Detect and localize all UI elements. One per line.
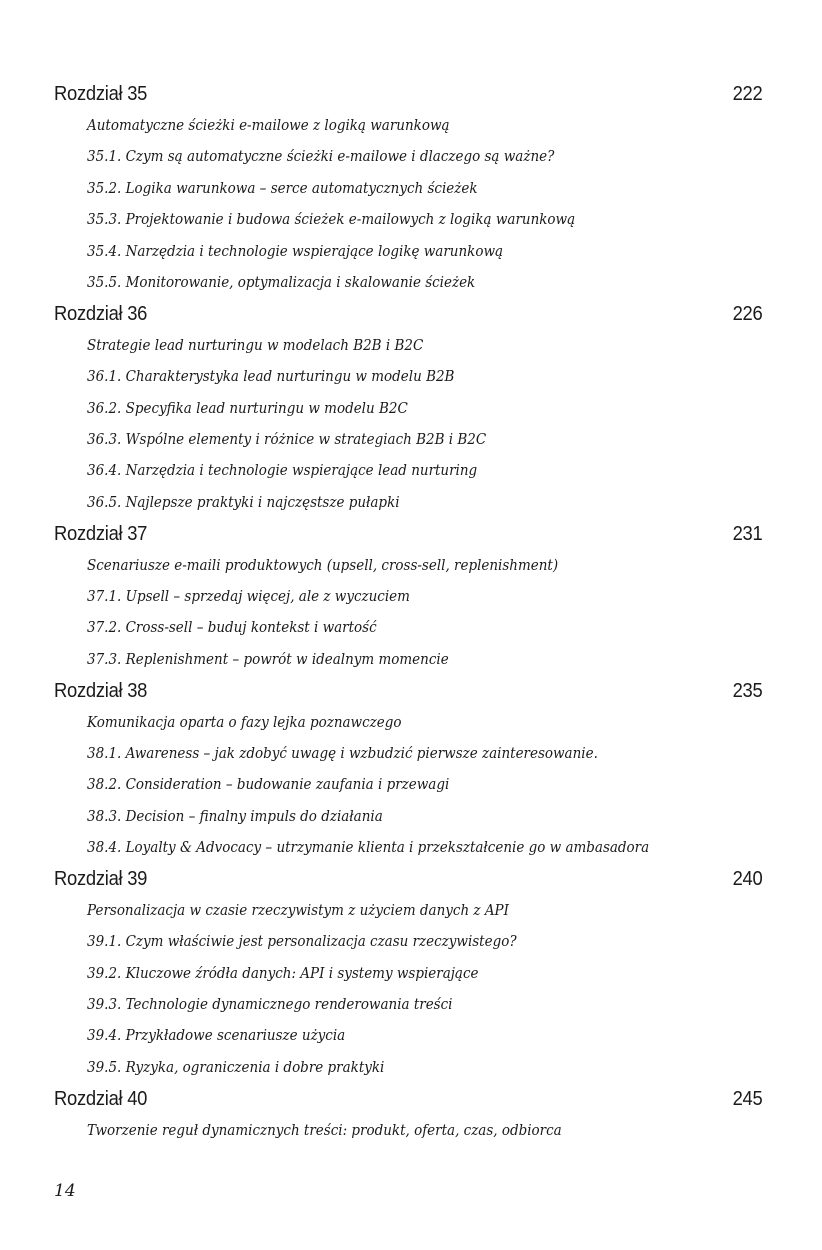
toc-entry[interactable] xyxy=(54,832,762,863)
chapter-page-number: 240 xyxy=(732,867,762,890)
toc-entry-text: 38.1. Awareness – jak zdobyć uwagę i wzbudzić pierwsze zainteresowanie. xyxy=(87,745,598,762)
chapter-label: Rozdział 38 xyxy=(54,679,148,702)
chapter-page-number: 222 xyxy=(732,83,762,106)
toc-entry-text: Automatyczne ścieżki e-mailowe z logiką warunkową xyxy=(87,118,450,135)
table-of-contents xyxy=(54,79,762,1146)
toc-entry-text: 35.3. Projektowanie i budowa ścieżek e-mailowych z logiką warunkową xyxy=(87,212,576,229)
toc-entry-text: 38.2. Consideration – budowanie zaufania i przewagi xyxy=(87,777,450,794)
toc-entry-text: 38.4. Loyalty & Advocacy – utrzymanie klienta i przekształcenie go w ambasadora xyxy=(87,840,650,857)
toc-entry[interactable] xyxy=(54,205,762,236)
toc-entry-text: Personalizacja w czasie rzeczywistym z użyciem danych z API xyxy=(87,902,509,919)
chapter-label: Rozdział 40 xyxy=(54,1087,148,1110)
chapter-page-number: 245 xyxy=(732,1087,762,1110)
chapter-heading[interactable] xyxy=(54,675,762,706)
toc-entry[interactable] xyxy=(54,456,762,487)
toc-entry-text: 37.2. Cross-sell – buduj kontekst i wartość xyxy=(87,620,377,637)
chapter-page-number: 231 xyxy=(732,522,762,545)
toc-entry[interactable] xyxy=(54,644,762,675)
toc-entry-text: 36.2. Specyfika lead nurturingu w modelu B2C xyxy=(87,400,408,417)
toc-entry[interactable] xyxy=(54,267,762,298)
toc-entry-text: 35.2. Logika warunkowa – serce automatycznych ścieżek xyxy=(87,180,478,197)
chapter-label: Rozdział 36 xyxy=(54,302,148,325)
toc-entry-text: 38.3. Decision – finalny impuls do działania xyxy=(87,808,383,825)
toc-entry[interactable] xyxy=(54,801,762,832)
toc-entry-text: 39.5. Ryzyka, ograniczenia i dobre praktyki xyxy=(87,1059,385,1076)
toc-entry-text: 37.3. Replenishment – powrót w idealnym momencie xyxy=(87,651,449,668)
toc-entry[interactable] xyxy=(54,1115,762,1146)
toc-entry[interactable] xyxy=(54,770,762,801)
toc-entry-text: 36.1. Charakterystyka lead nurturingu w modelu B2B xyxy=(87,369,455,386)
toc-entry-text: 35.1. Czym są automatyczne ścieżki e-mailowe i dlaczego są ważne? xyxy=(87,149,555,166)
chapter-heading[interactable] xyxy=(54,1084,762,1115)
toc-entry[interactable] xyxy=(54,424,762,455)
toc-entry[interactable] xyxy=(54,989,762,1020)
chapter-heading[interactable] xyxy=(54,864,762,895)
chapter-page-number: 235 xyxy=(732,679,762,702)
toc-entry-text: 39.4. Przykładowe scenariusze użycia xyxy=(87,1028,346,1045)
toc-entry[interactable] xyxy=(54,958,762,989)
chapter-heading[interactable] xyxy=(54,79,762,110)
chapter-heading[interactable] xyxy=(54,518,762,549)
toc-entry-text: 36.4. Narzędzia i technologie wspierające lead nurturing xyxy=(87,463,478,480)
page-number-footer: 14 xyxy=(54,1181,76,1201)
toc-entry-text: 39.3. Technologie dynamicznego renderowania treści xyxy=(87,997,453,1014)
toc-entry-text: 35.5. Monitorowanie, optymalizacja i skalowanie ścieżek xyxy=(87,275,476,292)
toc-entry[interactable] xyxy=(54,550,762,581)
toc-entry[interactable] xyxy=(54,142,762,173)
toc-entry[interactable] xyxy=(54,707,762,738)
toc-entry[interactable] xyxy=(54,236,762,267)
toc-entry[interactable] xyxy=(54,1021,762,1052)
toc-entry-text: Scenariusze e-maili produktowych (upsell, cross-sell, replenishment) xyxy=(87,557,559,574)
toc-entry-text: 35.4. Narzędzia i technologie wspierające logikę warunkową xyxy=(87,243,504,260)
toc-entry[interactable] xyxy=(54,330,762,361)
toc-entry[interactable] xyxy=(54,1052,762,1083)
toc-entry-text: 36.5. Najlepsze praktyki i najczęstsze pułapki xyxy=(87,494,400,511)
toc-entry[interactable] xyxy=(54,110,762,141)
toc-entry-text: 39.2. Kluczowe źródła danych: API i systemy wspierające xyxy=(87,965,479,982)
toc-entry[interactable] xyxy=(54,738,762,769)
chapter-label: Rozdział 39 xyxy=(54,867,148,890)
chapter-heading[interactable] xyxy=(54,299,762,330)
chapter-label: Rozdział 35 xyxy=(54,83,148,106)
toc-entry-text: Strategie lead nurturingu w modelach B2B i B2C xyxy=(87,337,424,354)
toc-entry-text: 36.3. Wspólne elementy i różnice w strategiach B2B i B2C xyxy=(87,431,487,448)
toc-entry[interactable] xyxy=(54,173,762,204)
chapter-page-number: 226 xyxy=(732,302,762,325)
chapter-label: Rozdział 37 xyxy=(54,522,148,545)
toc-entry-text: Tworzenie reguł dynamicznych treści: produkt, oferta, czas, odbiorca xyxy=(87,1122,562,1139)
toc-entry[interactable] xyxy=(54,362,762,393)
toc-entry[interactable] xyxy=(54,895,762,926)
toc-entry-text: Komunikacja oparta o fazy lejka poznawczego xyxy=(87,714,402,731)
toc-entry[interactable] xyxy=(54,581,762,612)
toc-entry[interactable] xyxy=(54,613,762,644)
toc-entry[interactable] xyxy=(54,927,762,958)
toc-entry[interactable] xyxy=(54,487,762,518)
toc-entry[interactable] xyxy=(54,393,762,424)
toc-entry-text: 37.1. Upsell – sprzedaj więcej, ale z wyczuciem xyxy=(87,588,410,605)
toc-entry-text: 39.1. Czym właściwie jest personalizacja czasu rzeczywistego? xyxy=(87,934,517,951)
